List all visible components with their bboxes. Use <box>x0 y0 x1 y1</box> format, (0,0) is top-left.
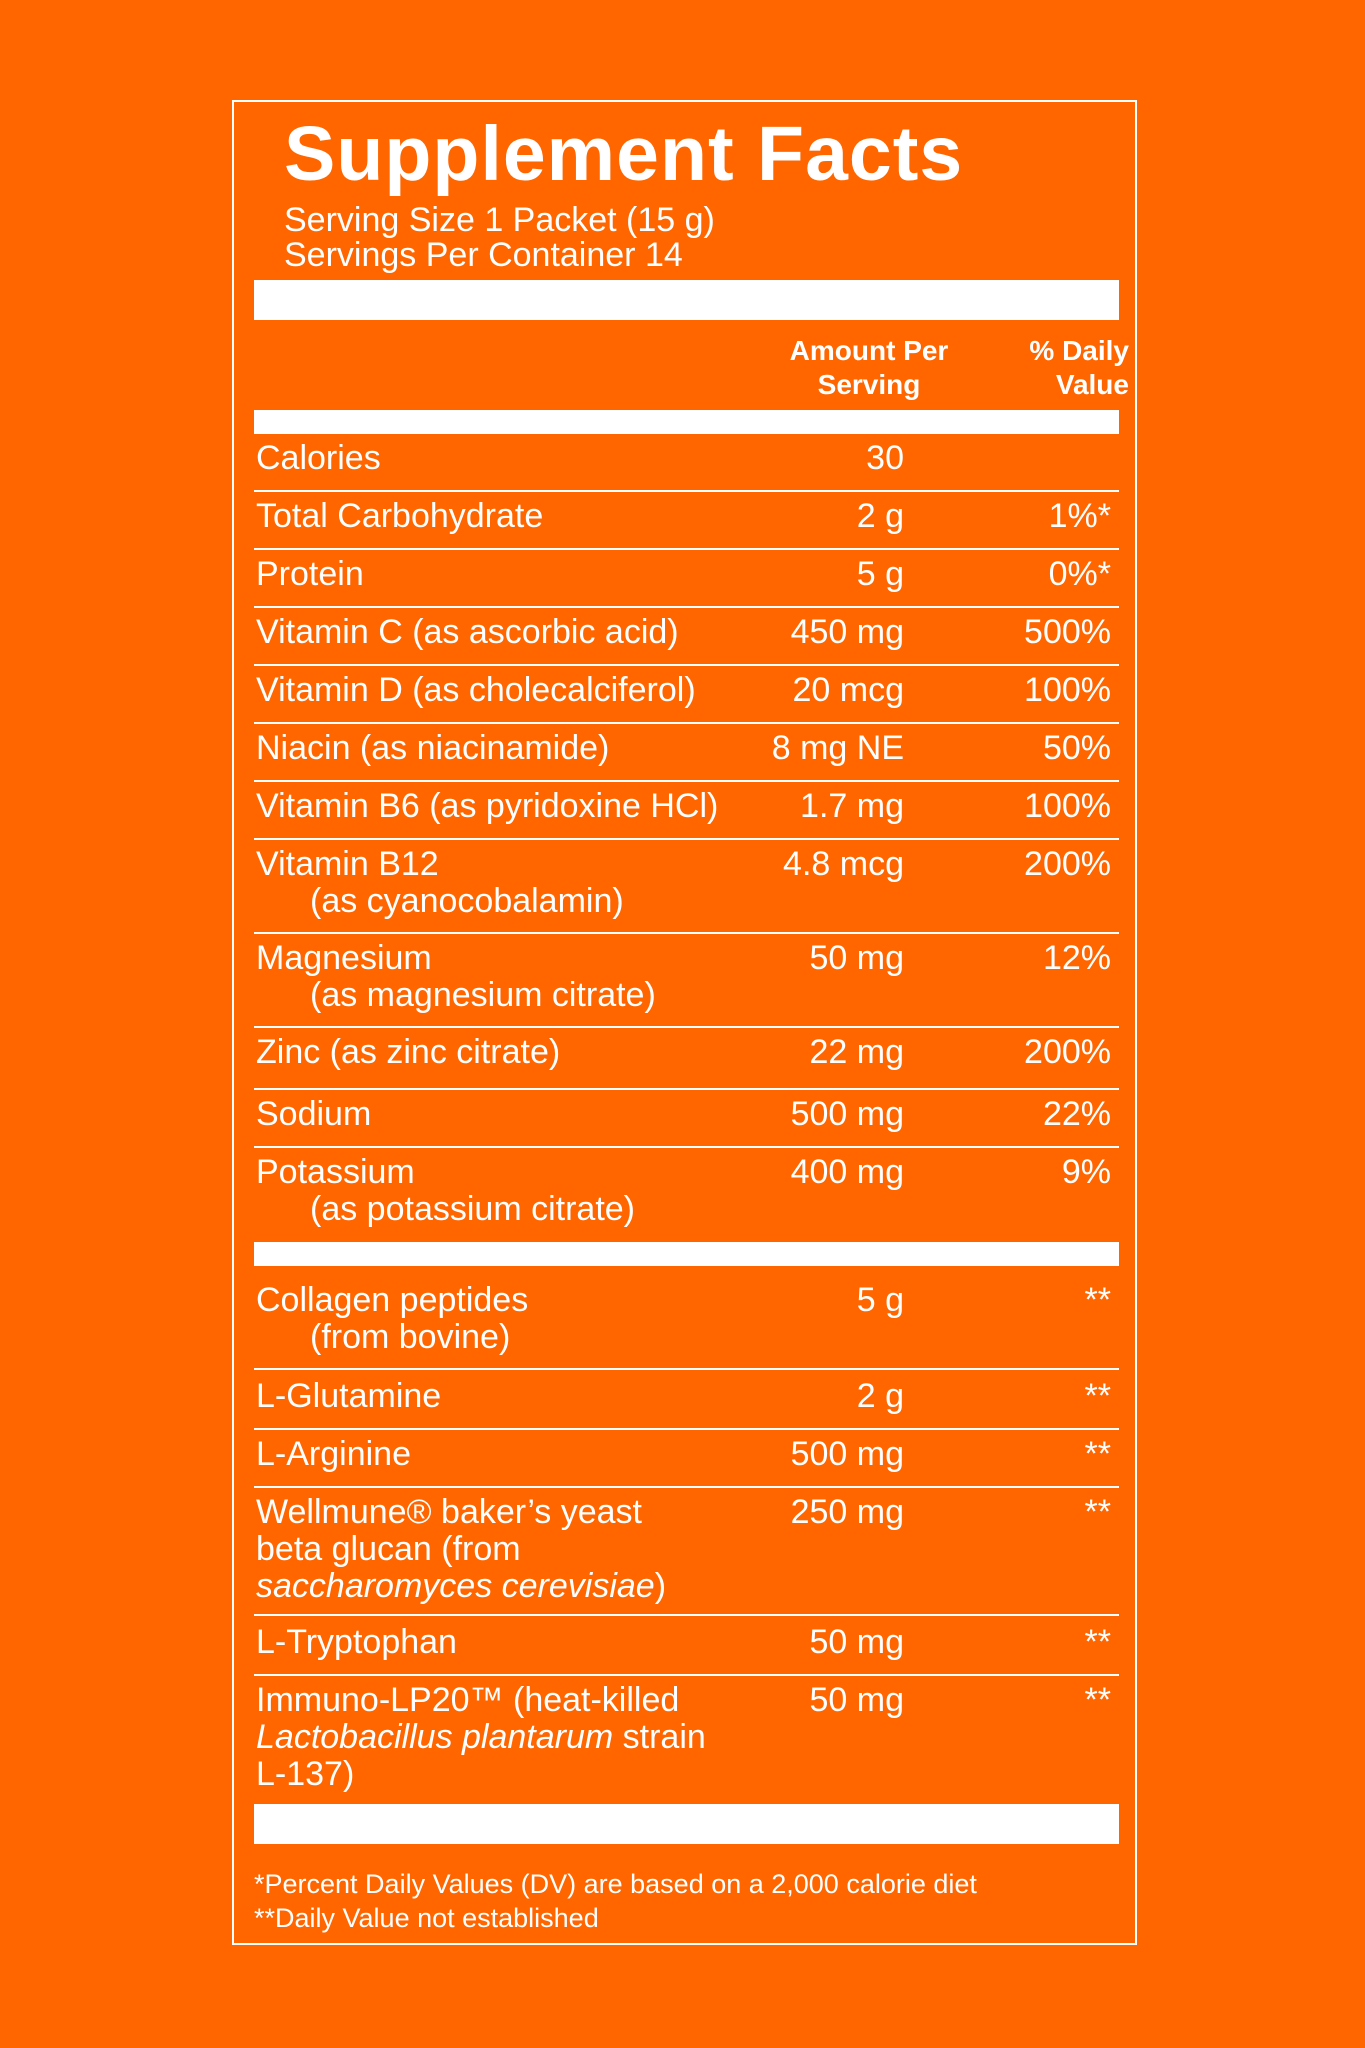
nutrient-row-zinc <box>254 1034 1119 1090</box>
ingredient-name-tail: strain <box>613 1718 706 1756</box>
label-title: Supplement Facts <box>284 111 964 197</box>
ingredient-amount: 500 mg <box>790 1435 904 1473</box>
nutrient-amount: 2 g <box>856 497 904 535</box>
nutrient-dv: 9% <box>1061 1153 1111 1191</box>
ingredient-amount: 5 g <box>856 1281 904 1319</box>
nutrient-dv: 200% <box>1024 1033 1111 1071</box>
nutrient-row-sodium <box>254 1096 1119 1148</box>
nutrient-amount: 30 <box>866 439 904 477</box>
ingredient-row-collagen-peptides <box>254 1282 1119 1370</box>
nutrient-amount: 500 mg <box>790 1095 904 1133</box>
nutrient-row-vitamin-d <box>254 672 1119 724</box>
nutrient-amount: 4.8 mcg <box>783 845 904 883</box>
nutrient-name: Vitamin B6 (as pyridoxine HCl) <box>256 787 719 825</box>
ingredient-dv: ** <box>1084 1681 1111 1719</box>
ingredient-amount: 250 mg <box>790 1493 904 1531</box>
ingredient-name-tail: ) <box>654 1567 667 1605</box>
nutrient-name-main: Potassium <box>256 1153 415 1191</box>
nutrient-name-main: Magnesium <box>256 939 432 977</box>
ingredient-dv: ** <box>1084 1377 1111 1415</box>
nutrient-name: Total Carbohydrate <box>256 497 544 535</box>
nutrient-name: Vitamin C (as ascorbic acid) <box>256 613 679 651</box>
dv-header-line-2: Value <box>1055 369 1129 400</box>
ingredient-dv: ** <box>1084 1435 1111 1473</box>
ingredient-name <box>256 1282 776 1356</box>
ingredient-amount: 2 g <box>856 1377 904 1415</box>
nutrient-name: Sodium <box>256 1095 372 1133</box>
footer-bar <box>254 1804 1119 1844</box>
nutrient-name <box>256 1154 776 1228</box>
nutrient-dv: 0%* <box>1048 555 1111 593</box>
nutrient-name <box>256 846 776 920</box>
ingredient-name: L-Glutamine <box>256 1377 442 1415</box>
ingredient-name-line-1: Wellmune® baker’s yeast <box>256 1493 643 1531</box>
amount-header-line-2: Serving <box>817 369 921 400</box>
ingredient-name: L-Tryptophan <box>256 1623 457 1661</box>
nutrient-amount: 22 mg <box>809 1033 904 1071</box>
nutrient-dv: 50% <box>1042 729 1111 767</box>
nutrient-dv: 500% <box>1024 613 1111 651</box>
nutrient-amount: 8 mg NE <box>771 729 904 767</box>
supplement-facts-panel <box>232 100 1137 1945</box>
servings-per-container: Servings Per Container 14 <box>284 236 683 274</box>
ingredient-name <box>256 1494 776 1605</box>
ingredient-name <box>256 1682 776 1793</box>
amount-header-line-1: Amount Per <box>789 335 949 366</box>
nutrient-amount: 5 g <box>856 555 904 593</box>
nutrient-dv: 100% <box>1024 671 1111 709</box>
nutrient-amount: 50 mg <box>809 939 904 977</box>
ingredient-row-immuno-lp20 <box>254 1682 1119 1802</box>
nutrient-row-potassium <box>254 1154 1119 1242</box>
nutrient-amount: 400 mg <box>790 1153 904 1191</box>
dv-header-line-1: % Daily <box>1029 335 1129 366</box>
ingredient-dv: ** <box>1084 1623 1111 1661</box>
nutrient-name: Vitamin D (as cholecalciferol) <box>256 671 696 709</box>
nutrient-name <box>256 940 776 1014</box>
nutrient-row-protein <box>254 556 1119 608</box>
nutrient-row-niacin <box>254 730 1119 782</box>
nutrient-row-vitamin-b6 <box>254 788 1119 840</box>
ingredient-name-line-2: beta glucan (from <box>256 1530 521 1568</box>
nutrient-dv: 22% <box>1042 1095 1111 1133</box>
nutrient-name-sub: (as cyanocobalamin) <box>310 882 624 920</box>
ingredient-dv: ** <box>1084 1493 1111 1531</box>
ingredient-row-wellmune <box>254 1494 1119 1616</box>
nutrient-row-calories <box>254 440 1119 492</box>
nutrient-dv: 100% <box>1024 787 1111 825</box>
ingredient-name-sub: (from bovine) <box>310 1318 511 1356</box>
ingredient-name-line-2 <box>256 1719 776 1756</box>
ingredient-name-line-3 <box>256 1568 776 1605</box>
nutrient-row-vitamin-c <box>254 614 1119 666</box>
nutrient-name: Calories <box>256 439 381 477</box>
ingredient-name-italic: saccharomyces cerevisiae <box>256 1567 655 1605</box>
header-bar <box>254 280 1119 320</box>
ingredient-row-l-tryptophan <box>254 1624 1119 1676</box>
nutrient-amount: 1.7 mg <box>800 787 904 825</box>
column-header-bar <box>254 410 1119 434</box>
ingredient-amount: 50 mg <box>809 1681 904 1719</box>
footnote-dv: *Percent Daily Values (DV) are based on a 2,000 calorie diet <box>254 1869 977 1899</box>
nutrient-row-vitamin-b12 <box>254 846 1119 934</box>
nutrient-name: Protein <box>256 555 364 593</box>
nutrient-amount: 450 mg <box>790 613 904 651</box>
nutrient-name: Zinc (as zinc citrate) <box>256 1033 561 1071</box>
nutrient-dv: 200% <box>1024 845 1111 883</box>
nutrient-name-sub: (as magnesium citrate) <box>310 976 656 1014</box>
ingredient-name: L-Arginine <box>256 1435 411 1473</box>
ingredient-amount: 50 mg <box>809 1623 904 1661</box>
nutrient-amount: 20 mcg <box>792 671 904 709</box>
ingredient-dv: ** <box>1084 1281 1111 1319</box>
amount-per-serving-header <box>769 334 969 402</box>
section-divider-bar <box>254 1242 1119 1266</box>
daily-value-header <box>994 334 1129 402</box>
ingredient-name-italic: Lactobacillus plantarum <box>256 1718 614 1756</box>
nutrient-row-total-carbohydrate <box>254 498 1119 550</box>
nutrient-name-sub: (as potassium citrate) <box>310 1190 635 1228</box>
footnote-not-established: **Daily Value not established <box>254 1903 599 1933</box>
ingredient-name-line-1: Immuno-LP20™ (heat-killed <box>256 1681 680 1719</box>
nutrient-name-main: Vitamin B12 <box>256 845 439 883</box>
nutrient-dv: 1%* <box>1048 497 1111 535</box>
nutrient-row-magnesium <box>254 940 1119 1028</box>
ingredient-name-main: Collagen peptides <box>256 1281 529 1319</box>
ingredient-name-line-3: L-137) <box>256 1755 355 1793</box>
ingredient-row-l-glutamine <box>254 1378 1119 1430</box>
ingredient-row-l-arginine <box>254 1436 1119 1488</box>
nutrient-name: Niacin (as niacinamide) <box>256 729 610 767</box>
serving-size: Serving Size 1 Packet (15 g) <box>284 201 715 239</box>
nutrient-dv: 12% <box>1042 939 1111 977</box>
